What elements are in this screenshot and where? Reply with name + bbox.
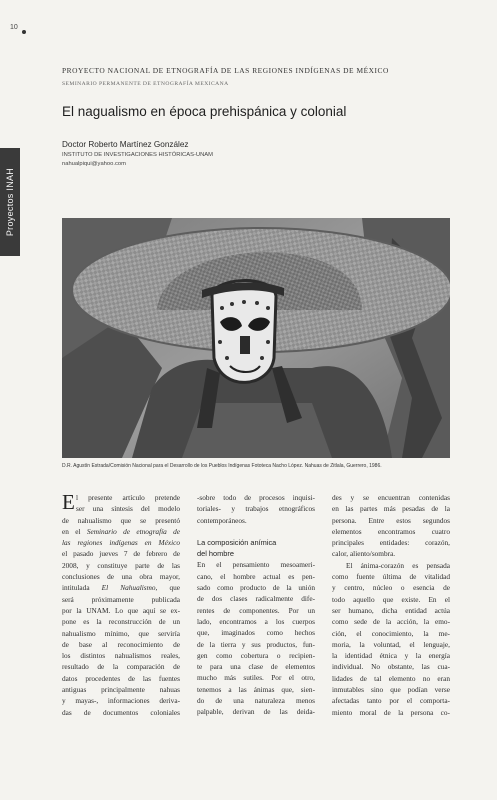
opening-paragraph bbox=[62, 492, 180, 515]
text-line: persona. Entre estos segundos bbox=[332, 515, 450, 525]
text-line: todo aquello que existe. En el bbox=[332, 594, 450, 604]
text-line: de base al reconocimiento de bbox=[62, 639, 180, 649]
text-line: contemporáneos. bbox=[197, 515, 247, 525]
author-email: nahualpiqui@yahoo.com bbox=[62, 161, 126, 167]
text-line: El ánima-corazón es pensada bbox=[346, 560, 450, 570]
text-line: elementos encontramos cuatro bbox=[332, 526, 450, 536]
body-column-3 bbox=[332, 492, 450, 718]
text-line: toriales- y trabajos etnográficos bbox=[197, 504, 315, 514]
article-title: El nagualismo en época prehispánica y colonial bbox=[62, 104, 347, 119]
corner-mark bbox=[22, 30, 26, 34]
drop-cap: E bbox=[62, 490, 75, 514]
text-line: nahualismo mínimo, que serviría bbox=[62, 628, 180, 638]
text-line: te para una clase de elementos bbox=[197, 662, 315, 672]
text-line: individual. No obstante, las cua- bbox=[332, 662, 450, 672]
seminar-title: SEMINARIO PERMANENTE DE ETNOGRAFÍA MEXICANA bbox=[62, 81, 229, 87]
text-line: las regiones indígenas en México bbox=[62, 538, 180, 548]
side-tab bbox=[0, 148, 20, 256]
text-line: afectadas tanto por el comporta- bbox=[332, 696, 450, 706]
text-line: intitulada El Nahualismo, que bbox=[62, 583, 180, 593]
text-line: miento moral de la persona co- bbox=[332, 707, 450, 717]
text-line: de dos clases radicalmente dife- bbox=[197, 594, 315, 604]
text-line: -sobre todo de procesos inquisi- bbox=[197, 493, 315, 502]
text-line: 2008, y constituye parte de las bbox=[62, 560, 180, 570]
project-title: PROYECTO NACIONAL DE ETNOGRAFÍA DE LAS REGIONES INDÍGENAS DE MÉXICO bbox=[62, 66, 389, 75]
text-line: los distintos nahualismos reales, bbox=[62, 651, 180, 661]
text-line: calor, aliento/sombra. bbox=[332, 549, 396, 559]
text-line: palpable, derivan de las deida- bbox=[197, 707, 315, 717]
text-line: sado como producto de la unión bbox=[197, 583, 315, 593]
text-line: por la UNAM. Lo que aquí se ex- bbox=[62, 605, 180, 615]
text-line: la identidad étnica y la energía bbox=[332, 651, 450, 661]
text-line: das de documentos coloniales bbox=[62, 707, 180, 717]
text-line: como sede de la acción, la emo- bbox=[332, 617, 450, 627]
text-line: resultado de la comparación de bbox=[62, 662, 180, 672]
text-line: en el Seminario de etnografía de bbox=[62, 526, 180, 536]
text-line: será próximamente publicada bbox=[62, 594, 180, 604]
body-column-1 bbox=[62, 492, 180, 718]
author-name: Doctor Roberto Martínez González bbox=[62, 140, 189, 149]
text-line: ción, el conocimiento, la me- bbox=[332, 628, 450, 638]
text-line: inmutables sino que podían verse bbox=[332, 685, 450, 695]
text-line: datos procedentes de las fuentes bbox=[62, 673, 180, 683]
text-line: de la tierra y sus productos, fun- bbox=[197, 639, 315, 649]
body-column-2 bbox=[197, 492, 315, 718]
text-line: pone es la reconstrucción de un bbox=[62, 617, 180, 627]
author-institution: INSTITUTO DE INVESTIGACIONES HISTÓRICAS-UNAM bbox=[62, 152, 213, 158]
section-heading-continued: del hombre bbox=[197, 549, 234, 559]
seminar-italic: Seminario de etnografía de bbox=[86, 526, 180, 536]
text-line: como fuente última de vitalidad bbox=[332, 572, 450, 582]
text-line: antiguas principalmente nahuas bbox=[62, 685, 180, 695]
text-line: de nahualismo que se presentó bbox=[62, 515, 180, 525]
text-line: l presente artículo pretende bbox=[76, 493, 180, 502]
text-line: cano, el hombre actual es pen- bbox=[197, 571, 315, 581]
text-line: tenemos a las ánimas que, sien- bbox=[197, 684, 315, 694]
text-line: principales entidades: corazón, bbox=[332, 538, 450, 548]
text-line: y mayas-, informaciones deriva- bbox=[62, 696, 180, 706]
masked-figure-illustration bbox=[62, 218, 450, 458]
side-tab-label: Proyectos INAH bbox=[5, 167, 15, 237]
text-line: conclusiones de una obra mayor, bbox=[62, 572, 180, 582]
text-line: lidades de tal elemento no eran bbox=[332, 673, 450, 683]
text-line: que, imaginados como hechos bbox=[197, 628, 315, 638]
text-line: ser humano, dicha entidad actúa bbox=[332, 605, 450, 615]
text-line: ser una síntesis del modelo bbox=[76, 504, 180, 514]
text-line: lado, encontramos a los cuerpos bbox=[197, 616, 315, 626]
section-heading: La composición anímica bbox=[197, 537, 277, 547]
page-number: 10 bbox=[10, 24, 18, 31]
text-line: mucho más sutiles. Por el otro, bbox=[197, 673, 315, 683]
text-line: En el pensamiento mesoameri- bbox=[197, 560, 315, 570]
book-title-italic: El Nahualismo bbox=[101, 583, 156, 593]
text-line: des y se encuentran contenidas bbox=[332, 493, 450, 502]
text-line: y centro, núcleo o esencia de bbox=[332, 583, 450, 593]
photo-caption: D.R. Agustín Estrada/Comisión Nacional para el Desarrollo de los Pueblos Indígenas Fototeca Nacho López. Nahuas de Zitlala, Guerrero, 1986. bbox=[62, 463, 382, 469]
text-line: el pasado jueves 7 de febrero de bbox=[62, 549, 180, 559]
text-line: do de una naturaleza menos bbox=[197, 696, 315, 706]
article-photo bbox=[62, 218, 450, 458]
text-line: rentes de componentes. Por un bbox=[197, 605, 315, 615]
text-line: en las partes más pesadas de la bbox=[332, 504, 450, 514]
text-line: gen como cobertura o recipien- bbox=[197, 650, 315, 660]
text-line: moria, la voluntad, el lenguaje, bbox=[332, 639, 450, 649]
